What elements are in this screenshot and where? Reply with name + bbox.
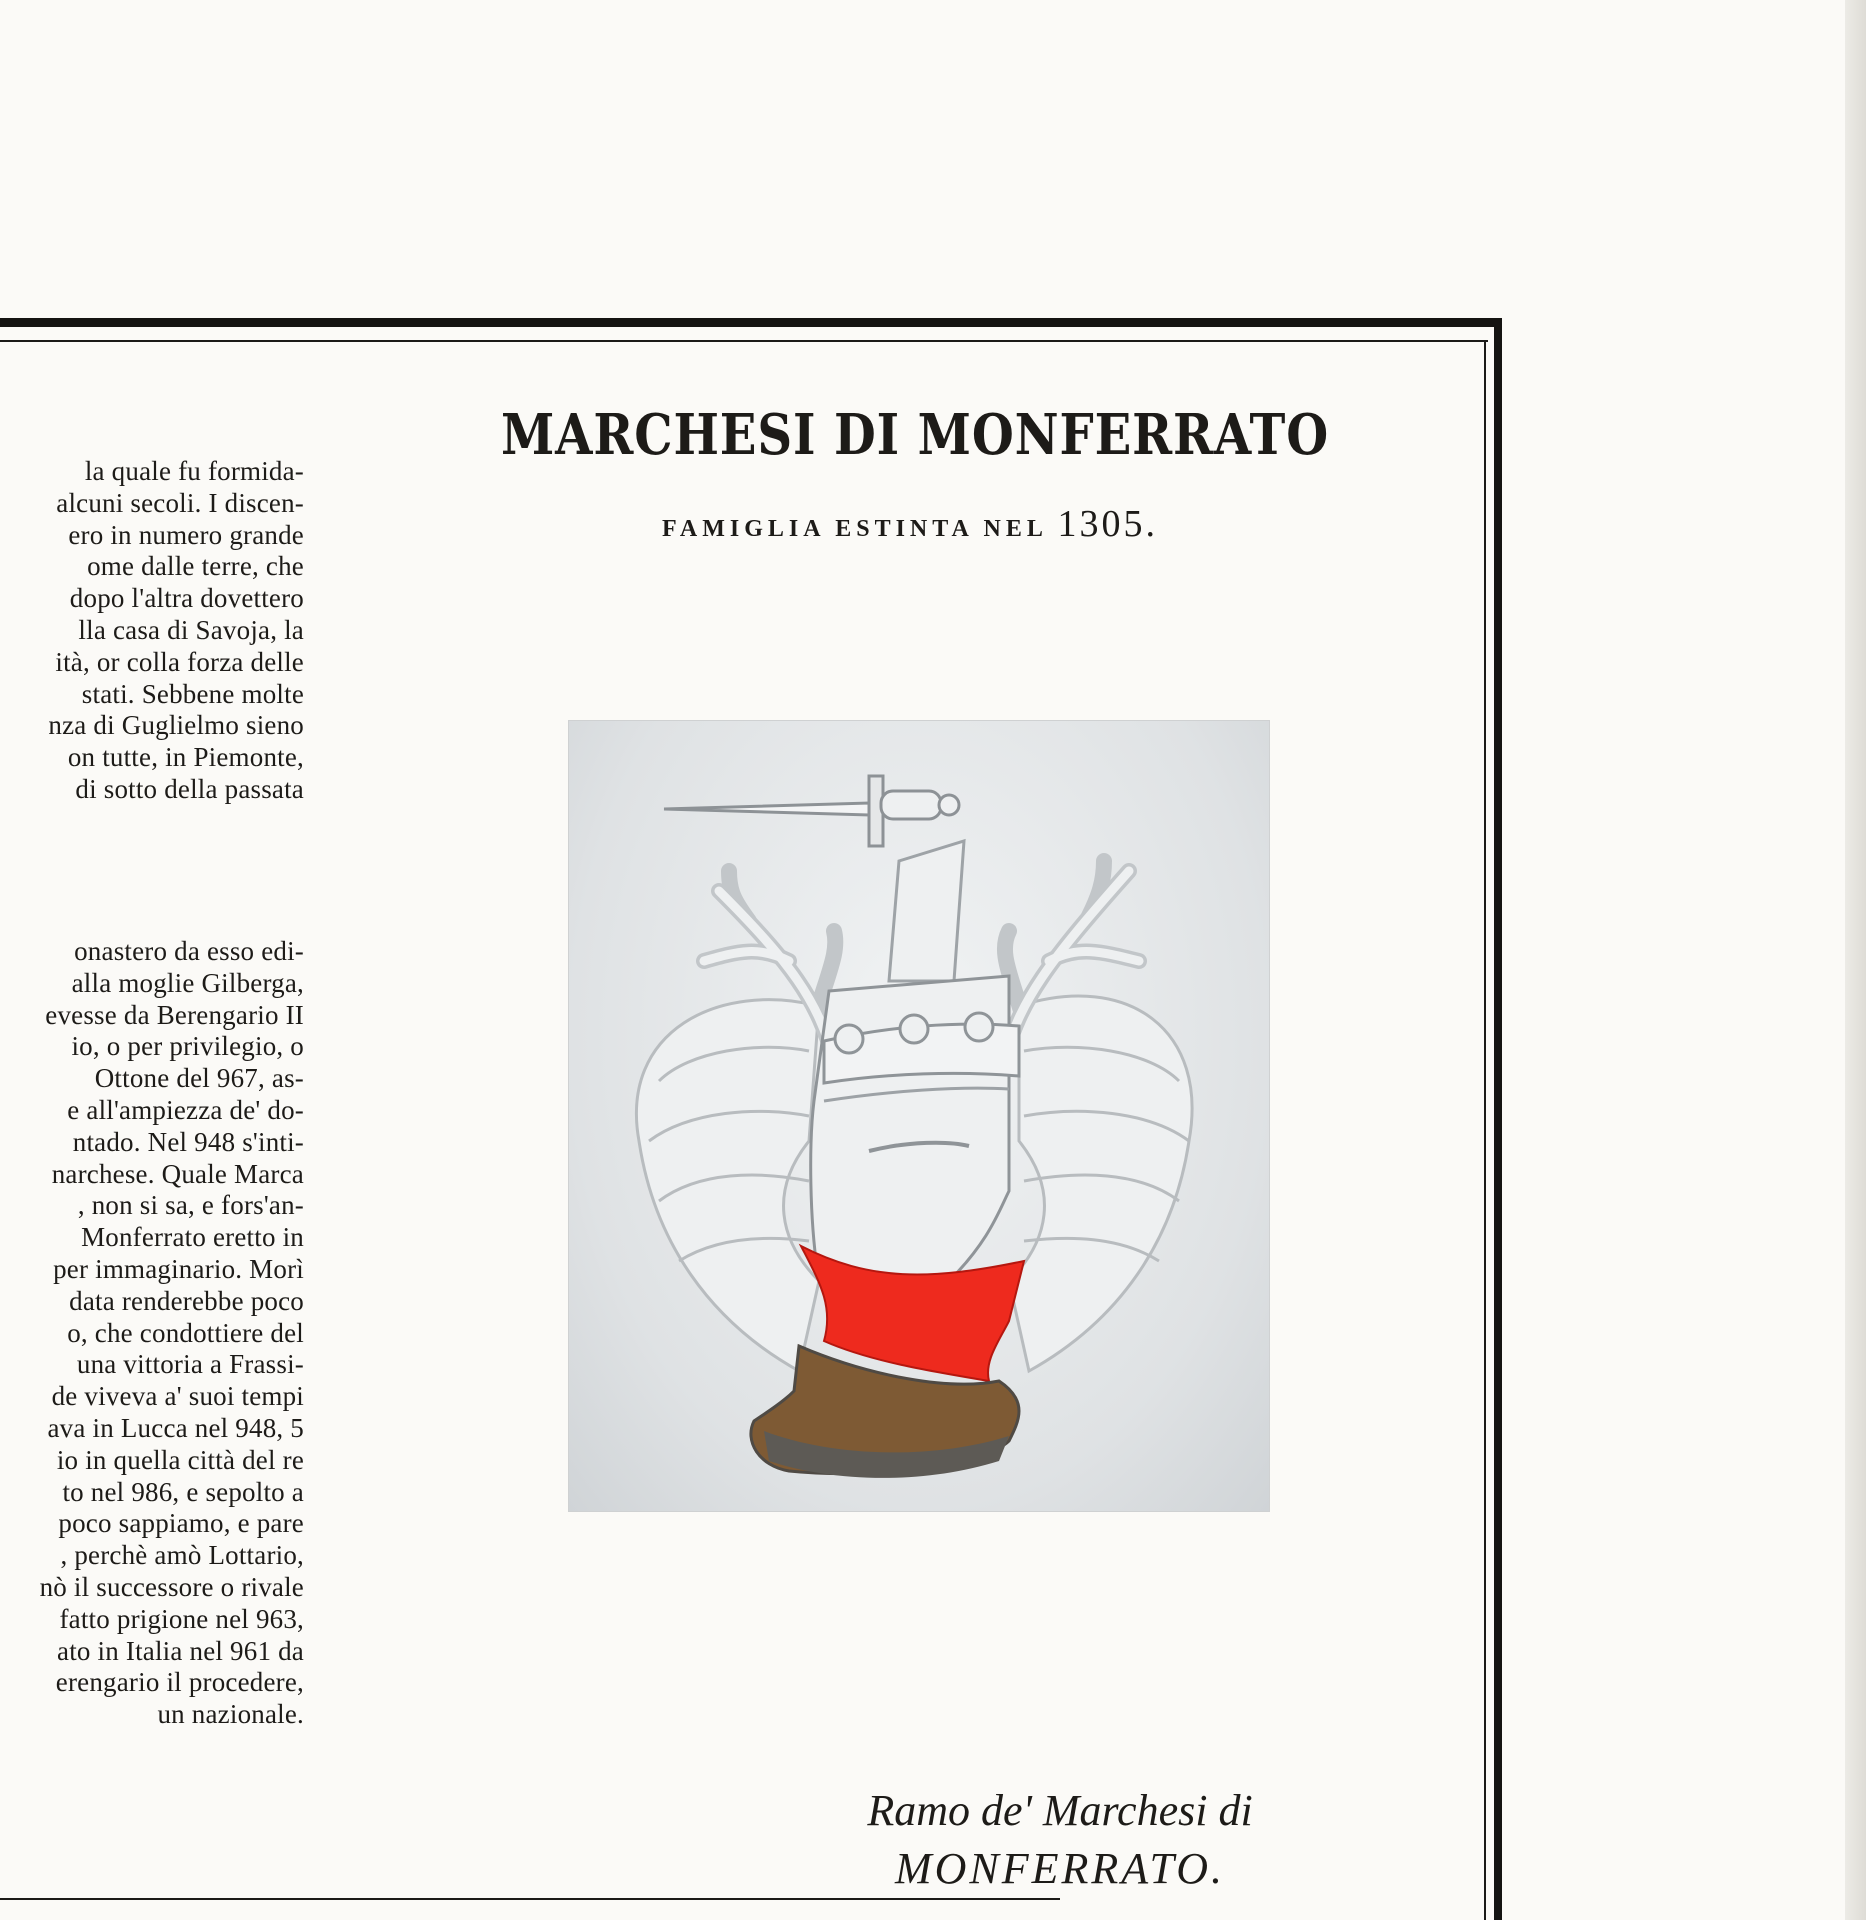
plate-frame-right-inner [1484,340,1486,1920]
text-line: ato in Italia nel 961 da [57,1635,304,1666]
plate-frame-right [1494,318,1502,1920]
text-line: ome dalle terre, che [87,551,304,582]
text-line: ava in Lucca nel 948, 5 [47,1412,304,1443]
text-line: poco sappiamo, e pare [58,1508,304,1539]
text-line: un nazionale. [157,1699,304,1730]
text-line: per immaginario. Morì [53,1253,304,1284]
text-line: ntado. Nel 948 s'inti- [72,1126,304,1157]
text-line: di sotto della passata [75,773,304,804]
text-line: , non si sa, e fors'an- [77,1190,304,1221]
page-edge [1845,0,1866,1920]
text-line: dopo l'altra dovettero [69,583,304,614]
text-column-paragraph-2 [0,936,310,1731]
plate-caption [780,1782,1340,1898]
text-column-paragraph-1 [0,456,310,806]
plate-title: MARCHESI DI MONFERRATO [500,402,1330,468]
text-line: ero in numero grande [68,519,304,550]
coat-of-arms-illustration [569,721,1269,1511]
text-line: nò il successore o rivale [39,1571,304,1602]
text-line: e all'ampiezza de' do- [67,1094,304,1125]
plate-frame-top-inner [0,340,1488,342]
text-line: alla moglie Gilberga, [71,967,304,998]
text-line: io, o per privilegio, o [71,1031,304,1062]
arm-with-dagger-icon [664,776,964,981]
text-line: to nel 986, e sepolto a [62,1476,304,1507]
plate-frame-top [0,318,1502,327]
plate-frame-bottom [0,1898,1060,1900]
text-line: , perchè amò Lottario, [60,1540,304,1571]
text-line: alcuni secoli. I discen- [56,487,304,518]
text-line: evesse da Berengario II [45,999,304,1030]
text-line: una vittoria a Frassi- [76,1349,304,1380]
caption-line-2: MONFERRATO. [895,1844,1225,1893]
plate-subtitle-text: FAMIGLIA ESTINTA NEL [661,516,1047,542]
plate-subtitle-year: 1305. [1057,503,1159,545]
text-line: de viveva a' suoi tempi [51,1381,304,1412]
text-line: narchese. Quale Marca [51,1158,304,1189]
text-line: fatto prigione nel 963, [59,1603,304,1634]
text-line: erengario il procedere, [55,1667,304,1698]
text-line: ità, or colla forza delle [55,646,304,677]
text-line: lla casa di Savoja, la [78,614,304,645]
text-line: Monferrato eretto in [81,1222,304,1253]
text-line: io in quella città del re [56,1444,304,1475]
caption-line-1: Ramo de' Marchesi di [867,1786,1253,1835]
text-line: data renderebbe poco [69,1285,304,1316]
text-line: stati. Sebbene molte [81,678,304,709]
text-line: la quale fu formida- [84,456,304,486]
coat-of-arms-panel [568,720,1270,1512]
text-line: onastero da esso edi- [74,936,304,966]
text-line: on tutte, in Piemonte, [67,742,304,773]
text-line: nza di Guglielmo sieno [48,710,304,741]
text-line: o, che condottiere del [67,1317,304,1348]
helmet-icon [811,976,1019,1281]
plate-subtitle [560,502,1260,546]
text-line: Ottone del 967, as- [94,1063,304,1094]
